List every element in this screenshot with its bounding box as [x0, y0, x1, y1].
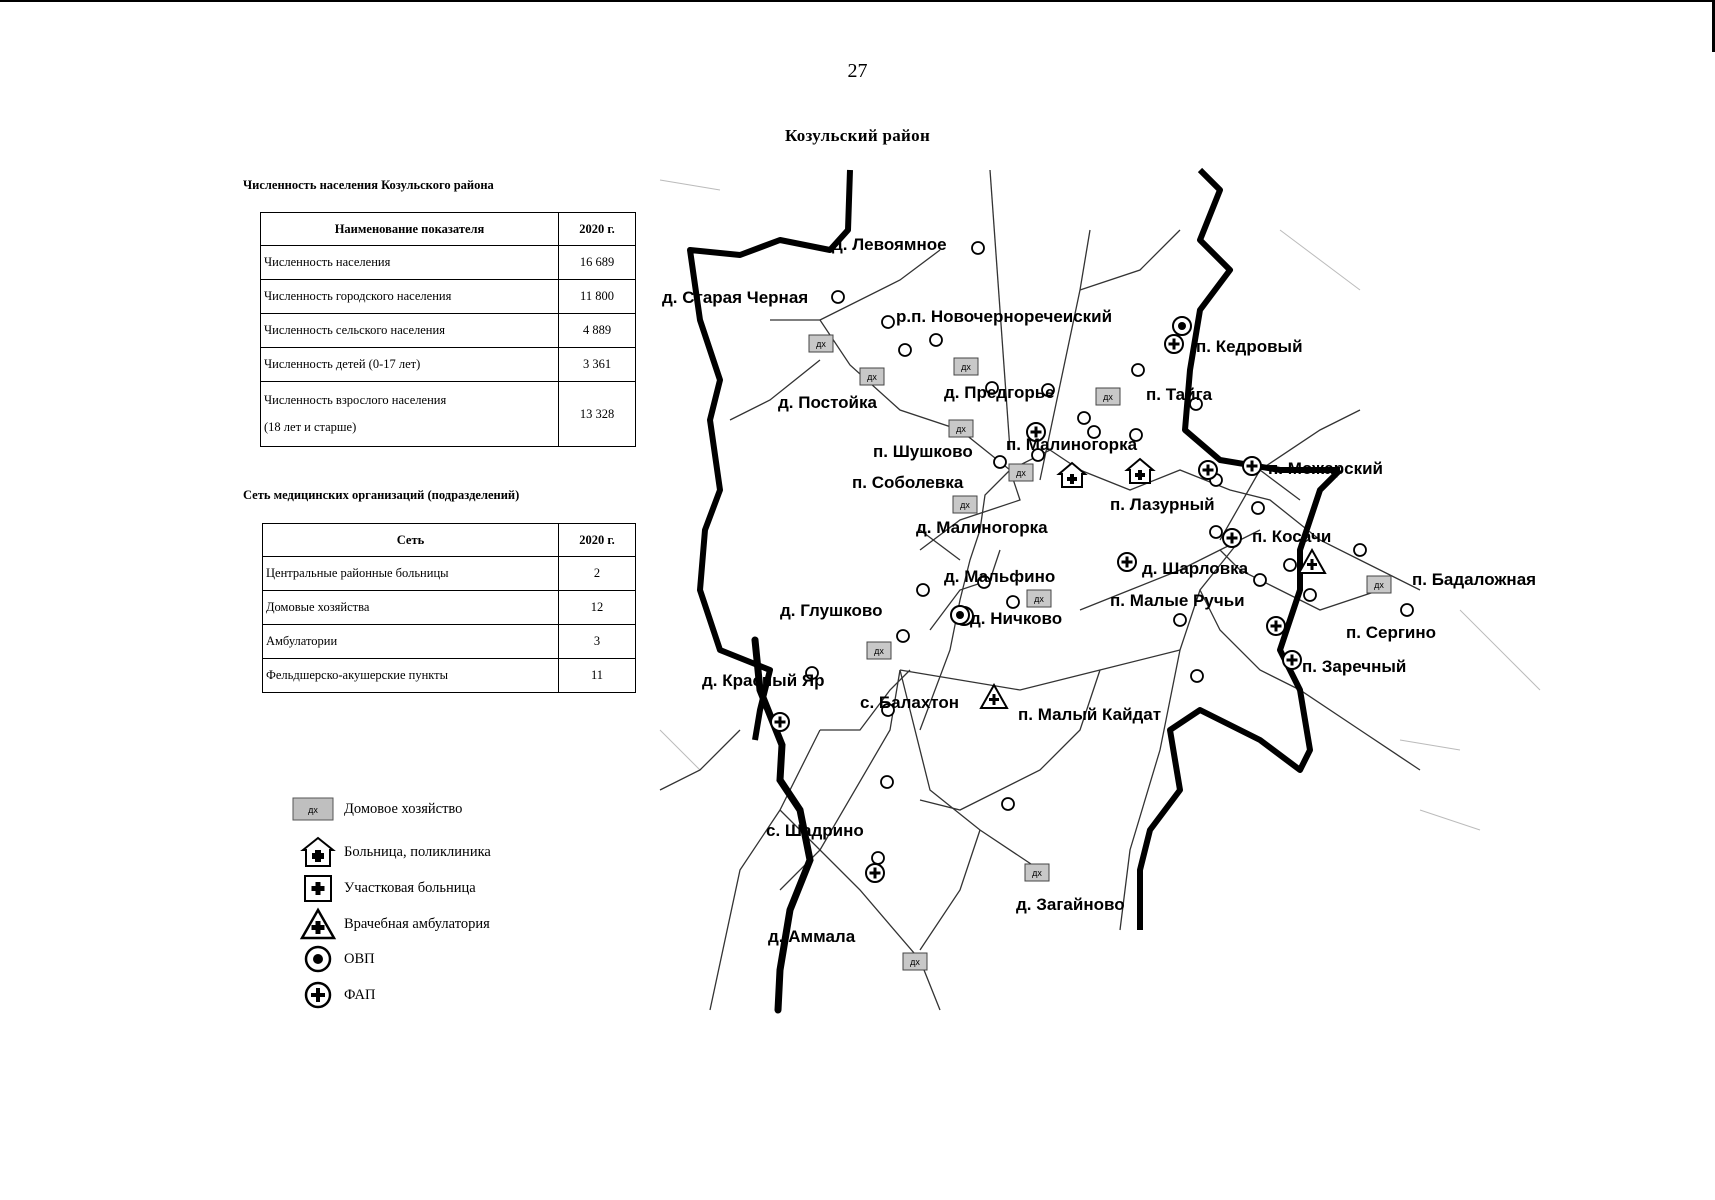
label-shadrino: с. Шадрино — [766, 821, 864, 840]
label-malinogorka-p: п. Малиногорка — [1006, 435, 1138, 454]
fap-icon — [300, 980, 336, 1010]
label-glushkovo: д. Глушково — [780, 601, 883, 620]
village-marker — [1254, 574, 1266, 586]
label-malye-ruchyi: п. Малые Ручьи — [1110, 591, 1245, 610]
household-marker — [860, 368, 884, 385]
ovp-marker — [1173, 317, 1191, 335]
village-marker — [1174, 614, 1186, 626]
village-marker — [1191, 670, 1203, 682]
village-marker — [972, 242, 984, 254]
label-mozharsky: п. Можарский — [1268, 459, 1383, 478]
village-marker — [1078, 412, 1090, 424]
label-sharlovka: д. Шарловка — [1142, 559, 1249, 578]
legend-label: Врачебная амбулатория — [344, 915, 490, 932]
population-caption: Численность населения Козульского района — [243, 178, 494, 192]
village-marker — [1304, 589, 1316, 601]
page-title: Козульский район — [784, 126, 931, 145]
label-novochernorechensky: р.п. Новочерноречеиский — [896, 307, 1113, 326]
village-marker — [930, 334, 942, 346]
fap-marker — [1283, 651, 1301, 669]
row-name: Численность населения — [261, 246, 559, 280]
header-year: 2020 г. — [559, 213, 636, 246]
village-marker — [899, 344, 911, 356]
fap-marker — [866, 864, 884, 882]
row-value: 16 689 — [559, 246, 636, 280]
table-row — [261, 314, 636, 348]
legend-item-hospital — [300, 836, 491, 868]
village-marker — [1252, 502, 1264, 514]
table-row — [263, 591, 636, 625]
row-value: 3 361 — [559, 348, 636, 382]
row-value: 4 889 — [559, 314, 636, 348]
household-marker — [954, 358, 978, 375]
top-border-rule — [0, 0, 1715, 2]
table-row — [261, 280, 636, 314]
household-marker — [867, 642, 891, 659]
household-marker — [1009, 464, 1033, 481]
row-name: Фельдшерско-акушерские пункты — [263, 659, 559, 693]
fap-marker — [1223, 529, 1241, 547]
household-marker — [903, 953, 927, 970]
legend-item-ovp — [300, 944, 375, 974]
village-marker — [1007, 596, 1019, 608]
village-marker — [881, 776, 893, 788]
district-map: дх д. Левоямное д. Старая Черная р.п. Новочерноречеиский п. Кедровый д. Постойка д. Предгорье п. Тайга п. Шушково п. Малиногорка п. Можарский п. Соболевка п. Лазурный д. Малиногорка п. Косачи д. Мальфино д. Шарловка п. Бадаложная д. Глушково д. Ничково п. Малые Ручьи п. Сергино п. Заречный д. Красный Яр с. Балахтон п. Малый Кайдат с. Шадрино д. Загайново д. Аммала — [660, 170, 1580, 1010]
village-marker — [897, 630, 909, 642]
household-marker — [949, 420, 973, 437]
district-hospital-icon — [300, 873, 336, 903]
label-malfino: д. Мальфино — [944, 567, 1056, 586]
household-marker — [953, 496, 977, 513]
village-marker — [1002, 798, 1014, 810]
header-indicator: Наименование показателя — [261, 213, 559, 246]
table-header-row — [263, 524, 636, 557]
background-strokes — [660, 180, 1540, 830]
label-balakhton: с. Балахтон — [860, 693, 960, 712]
village-marker — [832, 291, 844, 303]
hospital-icon — [300, 836, 336, 868]
row-value: 11 — [559, 659, 636, 693]
table-header-row — [261, 213, 636, 246]
household-icon — [292, 796, 336, 822]
label-malinogorka-d: д. Малиногорка — [916, 518, 1048, 537]
label-levoyamnoe: д. Левоямное — [832, 235, 947, 254]
header-year: 2020 г. — [559, 524, 636, 557]
network-table — [262, 523, 636, 693]
header-network: Сеть — [263, 524, 559, 557]
hospital-marker — [1059, 463, 1085, 487]
label-sergino: п. Сергино — [1346, 623, 1437, 642]
table-row — [263, 625, 636, 659]
table-row — [261, 246, 636, 280]
legend-label: ФАП — [344, 986, 376, 1003]
village-marker — [882, 316, 894, 328]
row-name: Численность сельского населения — [261, 314, 559, 348]
fap-marker — [1267, 617, 1285, 635]
row-name: Центральные районные больницы — [263, 557, 559, 591]
legend-label: ОВП — [344, 950, 375, 967]
fap-marker — [1243, 457, 1261, 475]
legend-item-household — [292, 796, 462, 822]
household-marker — [1027, 590, 1051, 607]
fap-marker — [771, 713, 789, 731]
label-staraya-chernaya: д. Старая Черная — [662, 288, 809, 307]
row-value: 3 — [559, 625, 636, 659]
household-marker — [809, 335, 833, 352]
fap-marker — [1199, 461, 1217, 479]
village-marker — [1284, 559, 1296, 571]
label-badalozhnaya: п. Бадаложная — [1412, 570, 1537, 589]
ambulatory-marker — [981, 685, 1007, 708]
table-row — [263, 659, 636, 693]
village-marker — [1354, 544, 1366, 556]
label-postoyka: д. Постойка — [778, 393, 877, 412]
label-lazurny: п. Лазурный — [1110, 495, 1215, 514]
ovp-icon — [300, 944, 336, 974]
page-number: 27 — [847, 60, 868, 82]
row-name: Численность городского населения — [261, 280, 559, 314]
district-boundary — [690, 170, 1340, 930]
row-value: 12 — [559, 591, 636, 625]
place-labels — [662, 235, 1536, 946]
village-marker — [917, 584, 929, 596]
label-maly-kaydat: п. Малый Кайдат — [1018, 705, 1162, 724]
village-marker — [1401, 604, 1413, 616]
label-nichkovo: д. Ничково — [970, 609, 1063, 628]
label-krasny-yar: д. Красный Яр — [702, 671, 825, 690]
legend-item-district-hospital — [300, 873, 476, 903]
village-marker — [872, 852, 884, 864]
label-shushkovo: п. Шушково — [873, 442, 973, 461]
village-marker — [1132, 364, 1144, 376]
row-name: Домовые хозяйства — [263, 591, 559, 625]
label-ammala: д. Аммала — [768, 927, 856, 946]
label-predgorye: д. Предгорье — [944, 383, 1055, 402]
row-value: 13 328 — [559, 382, 636, 447]
row-value: 2 — [559, 557, 636, 591]
household-marker — [1025, 864, 1049, 881]
row-value: 11 800 — [559, 280, 636, 314]
row-name-line1: Численность взрослого населения — [264, 393, 447, 407]
label-kosachi: п. Косачи — [1252, 527, 1332, 546]
legend-item-ambulatory — [300, 908, 490, 940]
legend-label: Домовое хозяйство — [344, 800, 463, 817]
label-soboleyka: п. Соболевка — [852, 473, 964, 492]
legend-label: Больница, поликлиника — [344, 843, 491, 860]
household-symbol-text: дх — [308, 805, 318, 815]
table-row — [263, 557, 636, 591]
row-name-line2: (18 лет и старше) — [264, 420, 357, 434]
label-tayga: п. Тайга — [1146, 385, 1213, 404]
village-marker — [994, 456, 1006, 468]
network-caption: Сеть медицинских организаций (подразделений) — [243, 488, 520, 502]
label-zarechny: п. Заречный — [1302, 657, 1407, 676]
household-marker — [1367, 576, 1391, 593]
ovp-marker — [951, 606, 969, 624]
village-marker — [1210, 526, 1222, 538]
label-zagaynovo: д. Загайново — [1016, 895, 1125, 914]
household-marker — [1096, 388, 1120, 405]
legend-item-fap — [300, 980, 376, 1010]
ambulatory-icon — [300, 908, 336, 940]
row-name — [261, 382, 559, 447]
table-row — [261, 382, 636, 447]
hospital-marker — [1127, 459, 1153, 483]
fap-marker — [1118, 553, 1136, 571]
row-name: Амбулатории — [263, 625, 559, 659]
fap-marker — [1165, 335, 1183, 353]
table-row — [261, 348, 636, 382]
population-table — [260, 212, 636, 447]
legend-label: Участковая больница — [344, 879, 476, 896]
row-name: Численность детей (0-17 лет) — [261, 348, 559, 382]
label-kedrovy: п. Кедровый — [1196, 337, 1303, 356]
